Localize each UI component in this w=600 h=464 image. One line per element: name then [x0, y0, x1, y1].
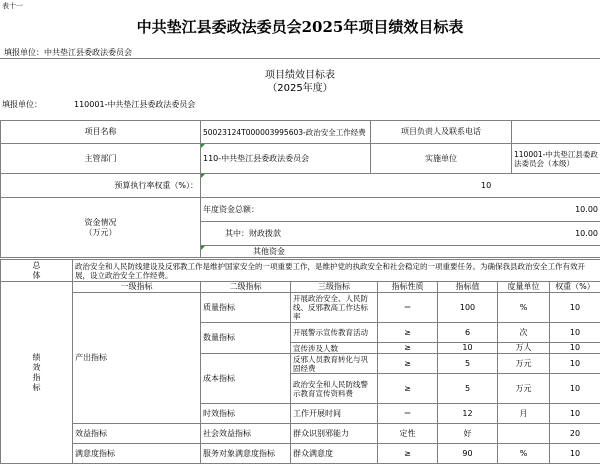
funds-total-value: 10.00: [575, 205, 598, 215]
indicator-op: ≥: [378, 354, 438, 374]
indicator-name: 政治安全和人民防线警示教育宣传资料费: [291, 374, 378, 404]
satisfaction-label: 满意度指标: [73, 444, 201, 464]
weight-label: 预算执行率权重（%）：: [1, 174, 201, 198]
quantity-label: 数量指标: [201, 323, 291, 354]
funds-total-label: 年度资金总额：: [203, 205, 259, 214]
impl-value: 110001-中共垫江县委政法委员会（本级）: [512, 144, 600, 174]
funds-fiscal: [201, 222, 600, 246]
owner-label: 项目负责人及联系电话: [371, 121, 512, 144]
output-label: 产出指标: [73, 293, 201, 424]
indicator-value: 6: [438, 323, 498, 343]
unit-row-table: [0, 95, 600, 115]
indicator-weight: 10: [550, 444, 600, 464]
unit-label: 填报单位：: [0, 95, 72, 115]
indicator-weight: 10: [550, 354, 600, 374]
funds-label: 资金情况 （万元）: [1, 198, 201, 258]
indicator-name: 反邪人员教育转化与巩固经费: [291, 354, 378, 374]
indicator-unit: 万元: [498, 374, 550, 404]
header-level1: 一级指标: [73, 282, 201, 293]
funds-other-label: 其他资金: [203, 247, 285, 256]
indicator-op: ≥: [378, 343, 438, 354]
project-name-label: 项目名称: [1, 121, 201, 144]
satisfaction-sub-label: 服务对象满意度指标: [201, 444, 291, 464]
indicator-op: ＝: [378, 404, 438, 424]
indicator-unit: 万元: [498, 354, 550, 374]
indicator-value: 12: [438, 404, 498, 424]
header-nature: 指标性质: [378, 282, 438, 293]
page-title: 中共垫江县委政法委员会2025年项目绩效目标表: [0, 16, 600, 37]
indicator-weight: 10: [550, 343, 600, 354]
indicator-value: 好: [438, 424, 498, 444]
indicator-unit: %: [498, 293, 550, 323]
indicator-name: 群众满意度: [291, 444, 378, 464]
benefit-label: 效益指标: [73, 424, 201, 444]
indicator-name: 群众识别邪能力: [291, 424, 378, 444]
indicator-weight: 10: [550, 374, 600, 404]
overall-label: 总 体: [1, 260, 73, 282]
filler-unit: 填报单位：中共垫江县委政法委员会: [4, 47, 132, 58]
indicator-unit: %: [498, 444, 550, 464]
indicator-value: 5: [438, 354, 498, 374]
header-level2: 二级指标: [201, 282, 291, 293]
indicator-weight: 20: [550, 424, 600, 444]
sheet-title: 项目绩效目标表: [0, 66, 600, 81]
indicator-value: 10: [438, 343, 498, 354]
overall-text: 政治安全和人民防线建设及反邪教工作是维护国家安全的一项重要工作，是维护党的执政安全和社会稳定的一项重要任务。为确保我县政治安全工作有效开展，设立政治安全工作经费。: [73, 260, 600, 282]
weight-value: 10: [201, 174, 600, 198]
indicator-weight: 10: [550, 293, 600, 323]
overall-table: [0, 259, 600, 282]
dept-label: 主管部门: [1, 144, 201, 174]
indicator-value: 5: [438, 374, 498, 404]
header-unit: 度量单位: [498, 282, 550, 293]
project-name-value: 50023124T000003995603-政治安全工作经费: [201, 121, 371, 144]
impl-label: 实施单位: [371, 144, 512, 174]
header-level3: 三级指标: [291, 282, 378, 293]
funds-table: [0, 197, 600, 258]
indicator-unit: 月: [498, 404, 550, 424]
funds-fiscal-label: 其中：财政拨款: [203, 229, 281, 238]
project-info-table: [0, 120, 600, 198]
perf-table: [0, 281, 600, 464]
indicator-name: 工作开展时间: [291, 404, 378, 424]
indicator-op: ≥: [378, 323, 438, 343]
cost-label: 成本指标: [201, 354, 291, 404]
indicator-value: 100: [438, 293, 498, 323]
funds-total: [201, 198, 600, 222]
indicator-value: 90: [438, 444, 498, 464]
perf-side-label: 绩 效 指 标: [1, 282, 73, 464]
corner-label: 表十一: [2, 1, 23, 11]
indicator-name: 宣传涉及人数: [291, 343, 378, 354]
dept-value: 110-中共垫江县委政法委员会: [201, 144, 371, 174]
indicator-op: ＝: [378, 293, 438, 323]
indicator-unit: [498, 424, 550, 444]
quality-label: 质量指标: [201, 293, 291, 323]
owner-value: [512, 121, 600, 144]
time-label: 时效指标: [201, 404, 291, 424]
unit-value: 110001-中共垫江县委政法委员会: [72, 95, 600, 115]
indicator-name: 开展警示宣传教育活动: [291, 323, 378, 343]
header-weight: 权重（%）: [550, 282, 600, 293]
indicator-name: 开展政治安全、人民防线、反邪教高工作达标率: [291, 293, 378, 323]
funds-fiscal-value: 10.00: [575, 229, 598, 239]
indicator-unit: 次: [498, 323, 550, 343]
indicator-op: ≥: [378, 374, 438, 404]
header-value: 指标值: [438, 282, 498, 293]
indicator-weight: 10: [550, 323, 600, 343]
indicator-op: ≥: [378, 444, 438, 464]
benefit-sub-label: 社会效益指标: [201, 424, 291, 444]
indicator-op: 定性: [378, 424, 438, 444]
sheet-year: （2025年度）: [0, 79, 600, 94]
indicator-unit: 万人: [498, 343, 550, 354]
indicator-weight: 10: [550, 404, 600, 424]
funds-other: [201, 246, 600, 258]
